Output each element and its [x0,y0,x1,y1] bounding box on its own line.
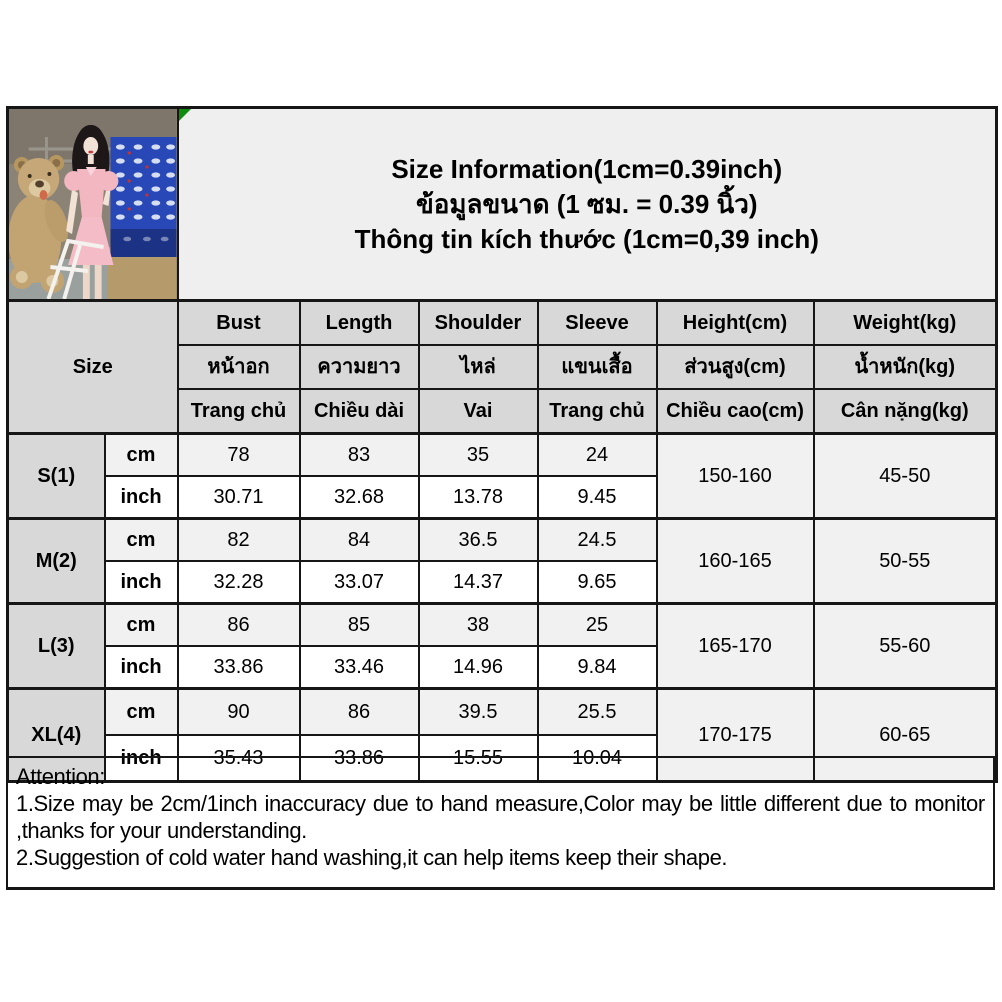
size-header: Size [8,301,178,434]
value-cell-weight: 45-50 [814,434,997,519]
value-cell: 9.84 [538,646,657,689]
attention-notes-box [6,756,995,890]
value-cell: 39.5 [419,689,538,736]
col-header-weight-th: น้ำหนัก(kg) [814,345,997,389]
col-header-bust-en: Bust [178,301,300,346]
value-cell: 10.04 [538,735,657,782]
size-chart-table [6,106,998,783]
value-cell: 13.78 [419,476,538,519]
value-cell-height: 170-175 [657,689,814,782]
value-cell-weight: 55-60 [814,604,997,689]
value-cell: 30.71 [178,476,300,519]
value-cell: 82 [178,519,300,562]
value-cell: 9.45 [538,476,657,519]
value-cell: 86 [178,604,300,647]
value-cell-height: 165-170 [657,604,814,689]
col-header-weight-vi: Cân nặng(kg) [814,389,997,434]
value-cell: 78 [178,434,300,477]
value-cell: 15.55 [419,735,538,782]
col-header-length-vi: Chiều dài [300,389,419,434]
attention-item1-line2: ,thanks for your understanding. [16,818,307,843]
value-cell: 32.28 [178,561,300,604]
unit-inch: inch [105,561,178,604]
value-cell: 14.96 [419,646,538,689]
size-label-m2: M(2) [8,519,105,604]
col-header-sleeve-th: แขนเสื้อ [538,345,657,389]
unit-cm: cm [105,604,178,647]
size-label-xl4: XL(4) [8,689,105,782]
title-english: Size Information(1cm=0.39inch) [391,153,783,184]
value-cell: 83 [300,434,419,477]
value-cell: 33.86 [178,646,300,689]
col-header-sleeve-vi: Trang chủ [538,389,657,434]
value-cell: 33.46 [300,646,419,689]
value-cell: 33.86 [300,735,419,782]
value-cell: 25 [538,604,657,647]
value-cell-height: 160-165 [657,519,814,604]
green-corner-marker-icon [179,109,191,121]
col-header-height-th: ส่วนสูง(cm) [657,345,814,389]
col-header-weight-en: Weight(kg) [814,301,997,346]
value-cell: 84 [300,519,419,562]
size-label-l3: L(3) [8,604,105,689]
col-header-shoulder-vi: Vai [419,389,538,434]
col-header-bust-vi: Trang chủ [178,389,300,434]
value-cell: 35 [419,434,538,477]
col-header-sleeve-en: Sleeve [538,301,657,346]
size-label-s1: S(1) [8,434,105,519]
attention-item2: 2.Suggestion of cold water hand washing,it can help items keep their shape. [16,845,728,870]
value-cell: 24.5 [538,519,657,562]
unit-cm: cm [105,689,178,736]
product-photo-illustration [9,109,177,299]
col-header-height-en: Height(cm) [657,301,814,346]
value-cell: 85 [300,604,419,647]
value-cell: 35.43 [178,735,300,782]
value-cell-height: 150-160 [657,434,814,519]
unit-cm: cm [105,519,178,562]
value-cell: 86 [300,689,419,736]
attention-title: Attention: [16,764,105,789]
value-cell: 24 [538,434,657,477]
col-header-length-th: ความยาว [300,345,419,389]
unit-inch: inch [105,476,178,519]
product-photo-cell [8,108,178,301]
unit-cm: cm [105,434,178,477]
col-header-bust-th: หน้าอก [178,345,300,389]
value-cell: 90 [178,689,300,736]
blue-crates-shape [110,137,176,257]
value-cell: 25.5 [538,689,657,736]
col-header-shoulder-th: ไหล่ [419,345,538,389]
value-cell: 14.37 [419,561,538,604]
unit-inch: inch [105,735,178,782]
unit-inch: inch [105,646,178,689]
title-vietnamese: Thông tin kích thước (1cm=0,39 inch) [354,223,819,254]
value-cell-weight: 50-55 [814,519,997,604]
value-cell: 36.5 [419,519,538,562]
value-cell: 32.68 [300,476,419,519]
value-cell: 9.65 [538,561,657,604]
value-cell: 38 [419,604,538,647]
value-cell: 33.07 [300,561,419,604]
title-thai: ข้อมูลขนาด (1 ซม. = 0.39 นิ้ว) [415,188,758,219]
col-header-length-en: Length [300,301,419,346]
attention-item1-line1: 1.Size may be 2cm/1inch inaccuracy due to hand measure,Color may be little different due to monitor [16,791,985,816]
col-header-shoulder-en: Shoulder [419,301,538,346]
value-cell-weight: 60-65 [814,689,997,782]
title-cell [178,108,997,301]
col-header-height-vi: Chiều cao(cm) [657,389,814,434]
